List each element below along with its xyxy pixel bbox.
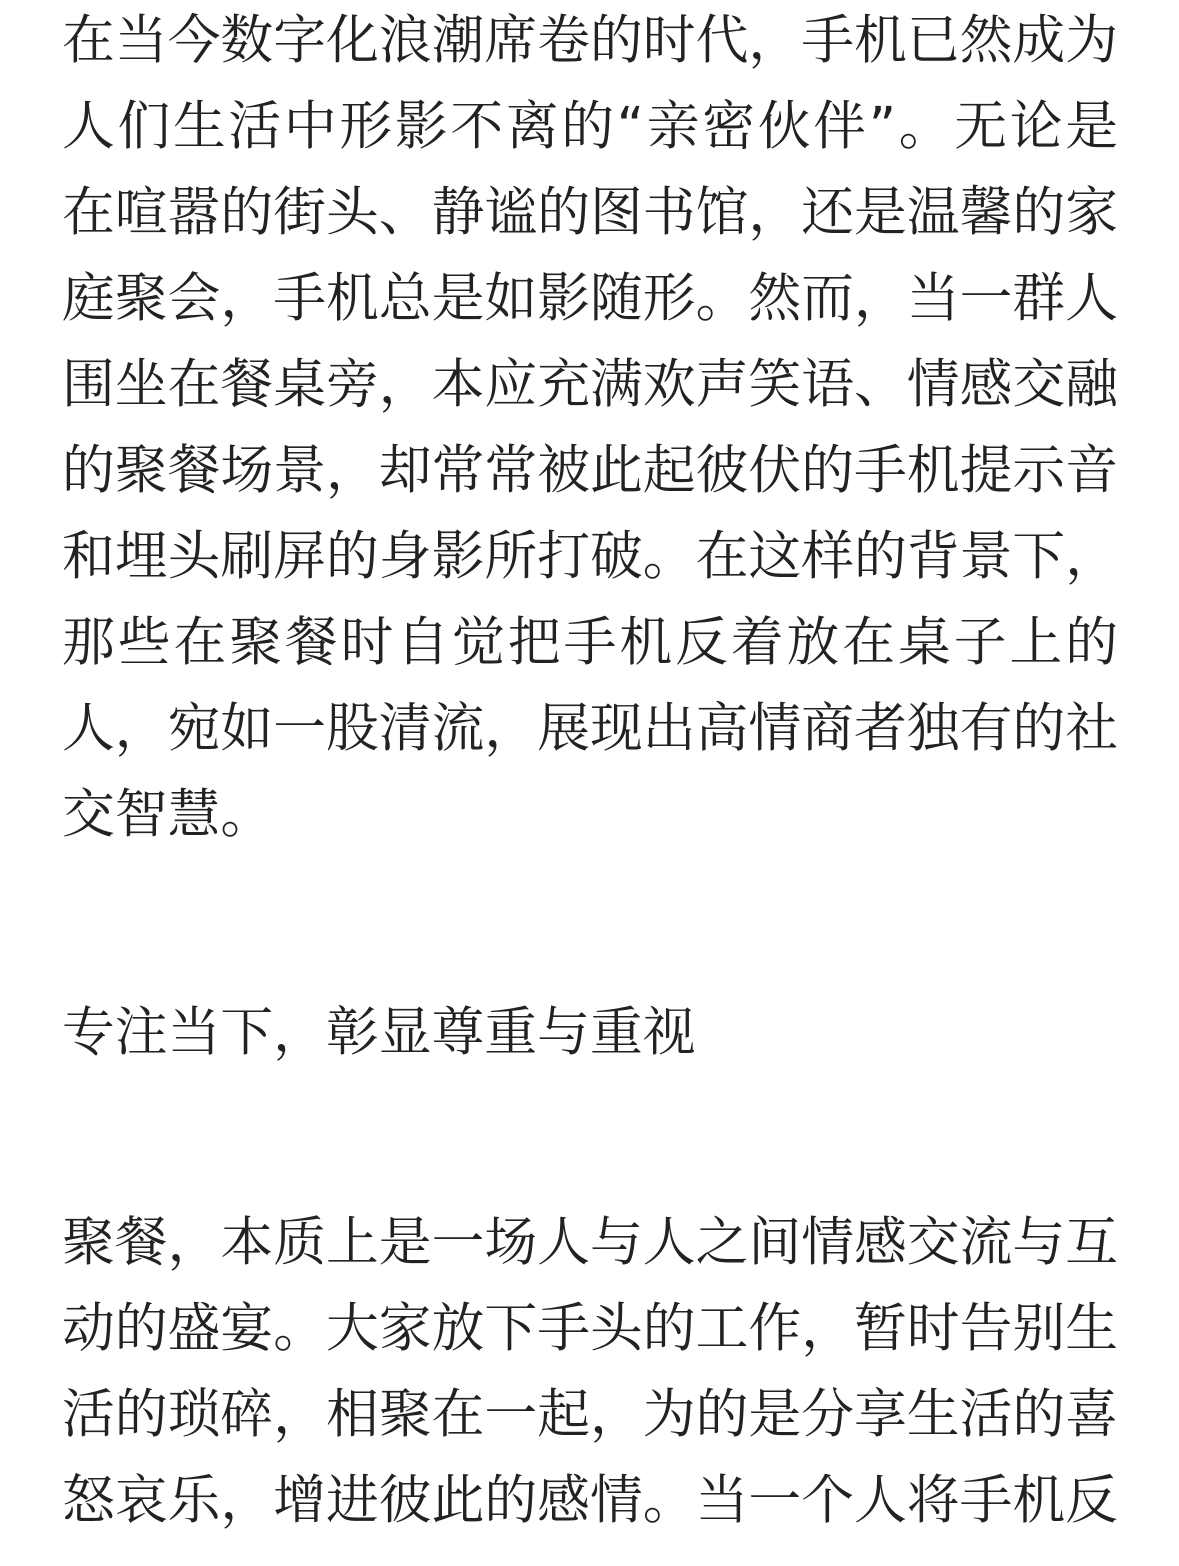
section-heading: 专注当下，彰显尊重与重视: [62, 1002, 696, 1063]
intro-paragraph: 在当今数字化浪潮席卷的时代，手机已然成为人们生活中形影不离的“亲密伙伴”。无论是在喧嚣的街头、静谧的图书馆，还是温馨的家庭聚会，手机总是如影随形。然而，当一群人围坐在餐桌旁，本应充满欢声笑语、情感交融的聚餐场景，却常常被此起彼伏的手机提示音和埋头刷屏的身影所打破。在这样的背景下，那些在聚餐时自觉把手机反着放在桌子上的人，宛如一股清流，展现出高情商者独有的社交智慧。: [62, 10, 1118, 845]
section-paragraph: 聚餐，本质上是一场人与人之间情感交流与互动的盛宴。大家放下手头的工作，暂时告别生活的琐碎，相聚在一起，为的是分享生活的喜怒哀乐，增进彼此的感情。当一个人将手机反: [62, 1212, 1118, 1531]
